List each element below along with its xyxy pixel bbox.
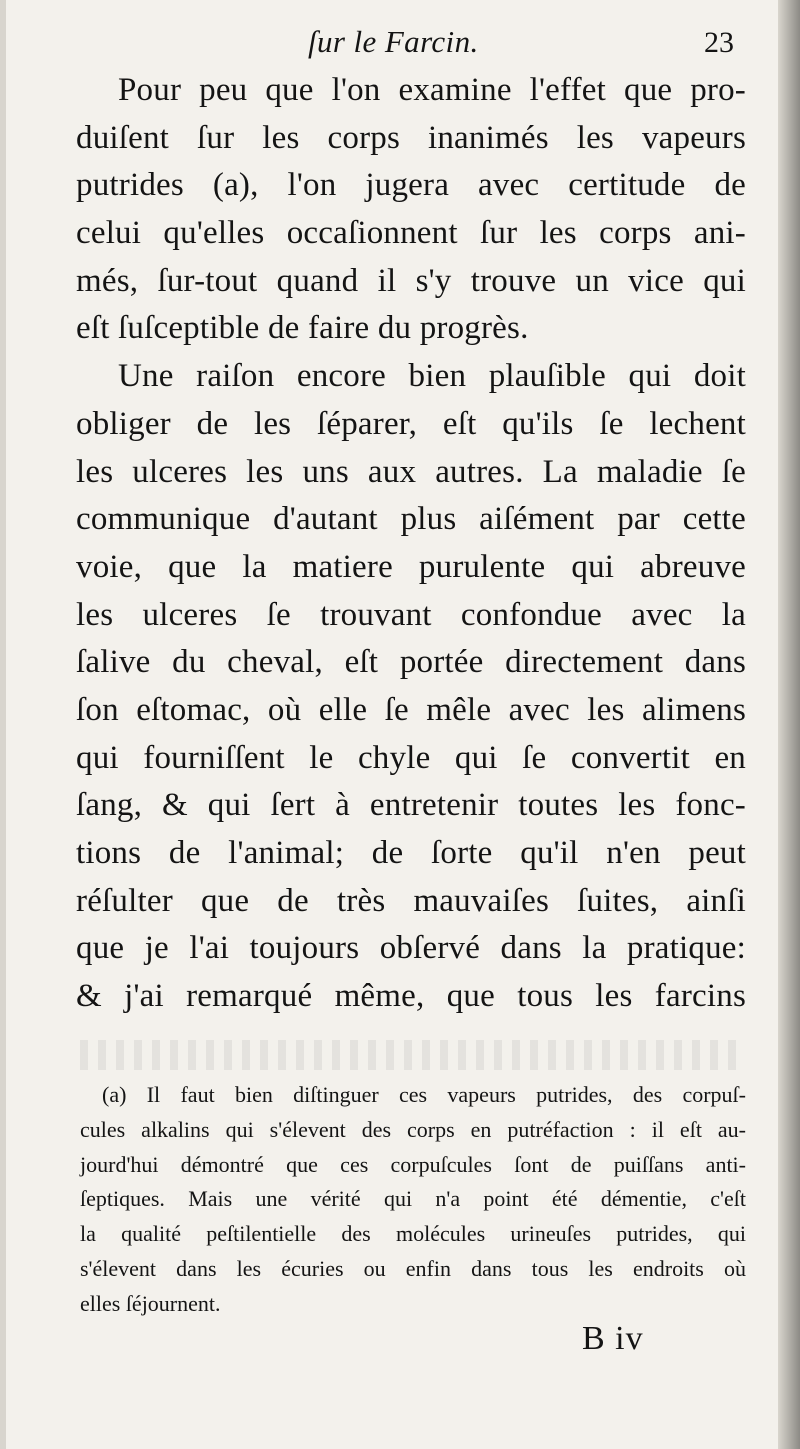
footnote-line: s'élevent dans les écuries ou enfin dans tous les endroits où [80, 1255, 746, 1281]
body-line: & j'ai remarqué même, que tous les farcins [76, 978, 746, 1015]
body-line: tions de l'animal; de ſorte qu'il n'en peut [76, 835, 746, 871]
body-line: qui fourniſſent le chyle qui ſe convertit en [76, 739, 746, 776]
footnote [80, 1078, 746, 1322]
body-line: més, ſur-tout quand il s'y trouve un vice qui [76, 262, 746, 299]
body-line: ſalive du cheval, eſt portée directement dans [76, 644, 746, 681]
body-line: duiſent ſur les corps inanimés les vapeurs [76, 119, 746, 156]
body-line: voie, que la matiere purulente qui abreuve [76, 548, 746, 585]
show-through-bleed [80, 1040, 740, 1070]
body-line: celui qu'elles occaſionnent ſur les corps ani- [76, 215, 746, 252]
body-line: obliger de les ſéparer, eſt qu'ils ſe lechent [76, 405, 746, 442]
body-line: putrides (a), l'on jugera avec certitude de [76, 167, 746, 204]
body-line: que je l'ai toujours obſervé dans la pratique: [76, 930, 746, 967]
body-line: ſon eſtomac, où elle ſe mêle avec les alimens [76, 691, 746, 728]
footnote-line: elles ſéjournent. [80, 1290, 221, 1316]
footnote-line: jourd'hui démontré que ces corpuſcules ſont de puiſſans anti- [80, 1151, 746, 1177]
footnote-line: (a) Il faut bien diſtinguer ces vapeurs putrides, des corpuſ- [102, 1082, 746, 1107]
body-line: eſt ſuſceptible de faire du progrès. [76, 310, 529, 347]
body-line: Pour peu que l'on examine l'effet que pro- [118, 72, 746, 108]
footnote-line: la qualité peſtilentielle des molécules urineuſes putrides, qui [80, 1221, 746, 1247]
body-line: Une raiſon encore bien plauſible qui doit [118, 358, 746, 395]
body-line: communique d'autant plus aiſément par cette [76, 501, 746, 538]
running-title: ſur le Farcin. [308, 24, 479, 59]
footnote-line: ſeptiques. Mais une vérité qui n'a point été démentie, c'eſt [80, 1186, 746, 1212]
running-header [0, 14, 800, 64]
page-gutter-shadow [778, 0, 800, 1449]
footnote-line: cules alkalins qui s'élevent des corps en putréfaction : il eſt au- [80, 1116, 746, 1142]
body-line: réſulter que de très mauvaiſes ſuites, ainſi [76, 882, 746, 919]
page-number: 23 [704, 26, 734, 59]
body-line: ſang, & qui ſert à entretenir toutes les fonc- [76, 787, 746, 824]
signature-mark: B iv [582, 1320, 644, 1357]
body-line: les ulceres ſe trouvant confondue avec la [76, 596, 746, 633]
body-text [76, 67, 746, 1021]
body-line: les ulceres les uns aux autres. La maladie ſe [76, 453, 746, 490]
page-left-edge [0, 0, 6, 1449]
